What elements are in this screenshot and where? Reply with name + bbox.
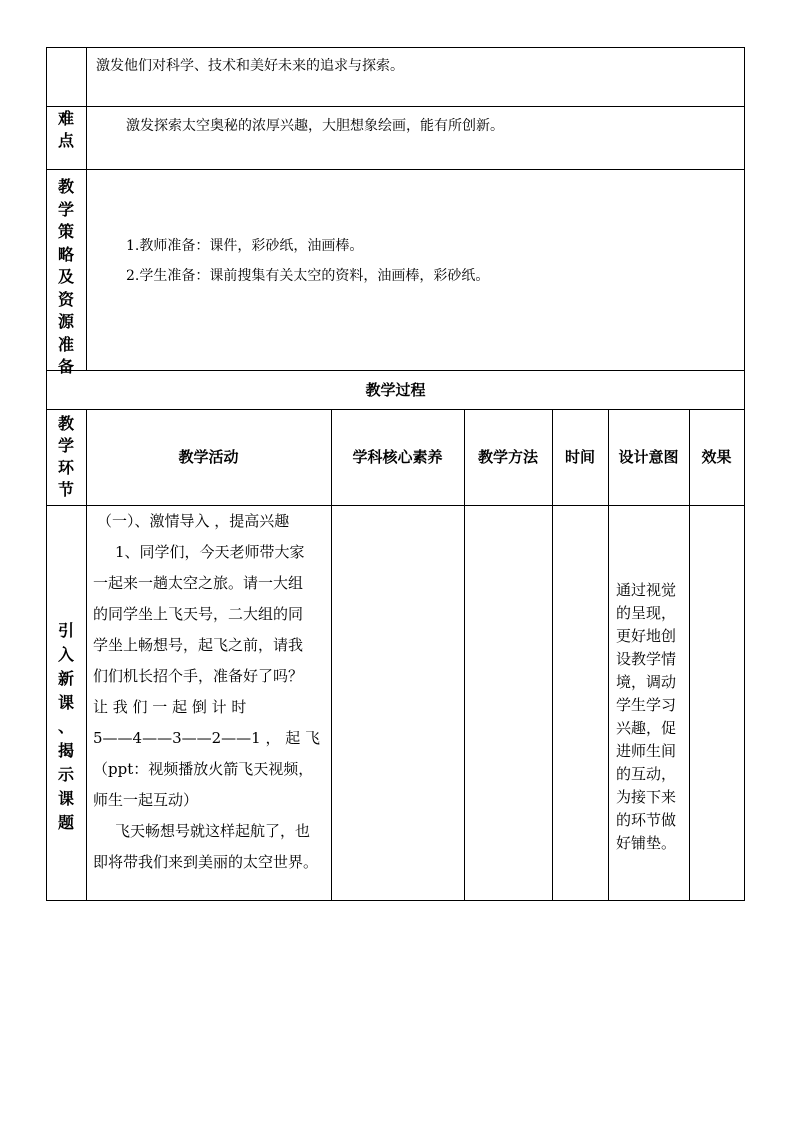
strategy-label <box>46 176 86 379</box>
header-design: 设计意图 <box>618 448 679 466</box>
activity-line: 学坐上畅想号，起飞之前，请我 <box>93 636 304 654</box>
design-intent-text <box>616 579 686 855</box>
rule <box>46 370 745 371</box>
design-line: 学生学习 <box>616 696 677 714</box>
activity-line: 让 我 们 一 起 倒 计 时 <box>93 698 247 716</box>
header-method: 教学方法 <box>477 448 538 466</box>
design-line: 境，调动 <box>616 673 677 691</box>
header-literacy: 学科核心素养 <box>352 448 443 466</box>
label-char: 策 <box>57 222 74 241</box>
rule <box>46 106 745 107</box>
activity-line: 们们机长招个手，准备好了吗？ <box>93 667 304 685</box>
label-char: 引 <box>57 621 74 640</box>
rule-stage-col <box>86 409 87 901</box>
difficulty-text: 激发探索太空奥秘的浓厚兴趣，大胆想象绘画，能有所创新。 <box>126 118 504 134</box>
design-line: 兴趣，促 <box>616 719 677 737</box>
design-line: 的互动， <box>616 765 677 783</box>
label-char: 学 <box>57 436 74 455</box>
activity-line: 的同学坐上飞天号，二大组的同 <box>93 605 304 623</box>
strategy-item-1: 1.教师准备：课件，彩砂纸，油画棒。 <box>126 238 364 254</box>
label-char: 题 <box>57 813 74 832</box>
rule-top <box>46 47 745 48</box>
design-line: 设教学情 <box>616 650 677 668</box>
rule-method-col <box>552 409 553 901</box>
label-char: 示 <box>57 765 74 784</box>
difficulty-label <box>46 108 86 152</box>
rule-design-col <box>689 409 690 901</box>
rule-time-col <box>608 409 609 901</box>
activity-line: （ppt：视频播放火箭飞天视频， <box>93 760 314 778</box>
label-char: 课 <box>57 789 74 808</box>
rule <box>46 409 745 410</box>
rule-activity-col <box>331 409 332 901</box>
header-stage <box>46 413 86 501</box>
rule-bottom <box>46 900 745 901</box>
header-time: 时间 <box>564 448 595 466</box>
label-char: 资 <box>57 289 74 309</box>
label-char: 备 <box>57 357 74 376</box>
process-title: 教学过程 <box>365 381 426 399</box>
activity-line: 师生一起互动） <box>93 791 199 809</box>
strategy-item-2: 2.学生准备：课前搜集有关太空的资料，油画棒，彩砂纸。 <box>126 268 490 284</box>
design-line: 好铺垫。 <box>616 834 677 852</box>
activity-paragraph <box>93 506 325 878</box>
label-char: 环 <box>57 458 74 477</box>
design-line: 通过视觉 <box>616 581 677 599</box>
design-line: 为接下来 <box>616 788 677 806</box>
rule-right <box>744 47 745 901</box>
activity-line: 1、同学们，今天老师带大家 <box>115 543 305 561</box>
label-char: 新 <box>57 669 74 688</box>
design-line: 的呈现， <box>616 604 677 622</box>
label-char: 难 <box>57 109 74 128</box>
label-char: 略 <box>57 244 74 264</box>
activity-line: 飞天畅想号就这样起航了，也 <box>115 822 311 840</box>
activity-line: （一）、激情导入 ，提高兴趣 <box>97 512 290 530</box>
activity-line: 即将带我们来到美丽的太空世界。 <box>93 853 319 871</box>
label-char: 学 <box>57 199 74 219</box>
label-char: 课 <box>57 693 74 712</box>
label-char: 教 <box>57 177 74 196</box>
design-line: 更好地创 <box>616 627 677 645</box>
activity-line: 一起来一趟太空之旅。请一大组 <box>93 574 304 592</box>
label-char: 节 <box>57 480 74 499</box>
rule <box>46 169 745 170</box>
rule-literacy-col <box>464 409 465 901</box>
label-char: 揭 <box>57 741 74 760</box>
label-char: 入 <box>57 645 74 664</box>
goal-continuation-text: 激发他们对科学、技术和美好未来的追求与探索。 <box>96 58 404 74</box>
label-char: 源 <box>57 312 74 331</box>
label-char: 、 <box>57 717 74 736</box>
header-activity: 教学活动 <box>178 448 239 466</box>
label-char: 教 <box>57 414 74 433</box>
design-line: 进师生间 <box>616 742 677 760</box>
label-char: 准 <box>57 334 74 354</box>
label-char: 及 <box>57 267 74 286</box>
header-effect: 效果 <box>701 448 732 466</box>
activity-line: 5——4——3——2——1 ， 起 飞 <box>93 729 321 747</box>
label-char: 点 <box>57 131 74 150</box>
design-line: 的环节做 <box>616 811 677 829</box>
stage-intro-label <box>46 619 86 835</box>
rule-label-col <box>86 47 87 371</box>
